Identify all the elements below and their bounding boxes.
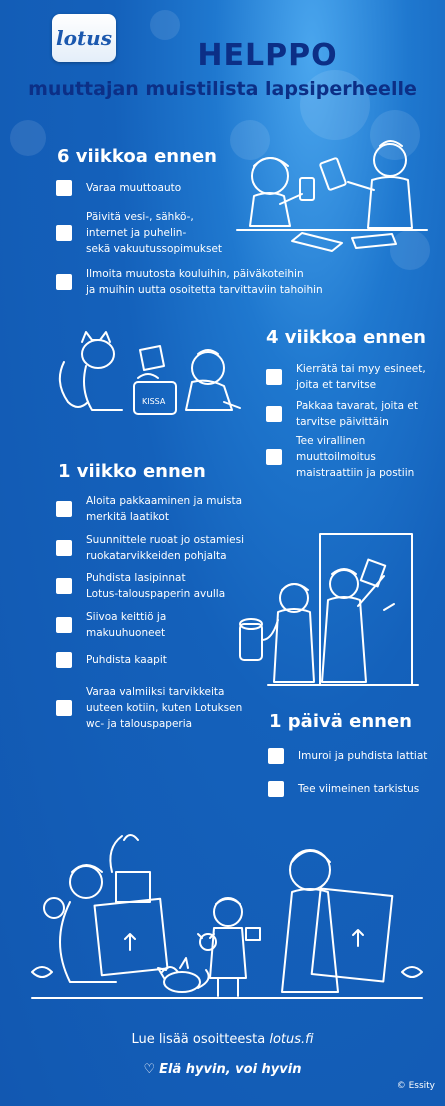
checklist-item[interactable] bbox=[266, 433, 414, 481]
page-subtitle: muuttajan muistilista lapsiperheelle bbox=[28, 78, 417, 100]
cleaning-window-illustration bbox=[232, 520, 422, 692]
slogan-text: Elä hyvin, voi hyvin bbox=[159, 1062, 302, 1077]
item-label: Aloita pakkaaminen ja muista merkitä laatikot bbox=[86, 495, 243, 523]
checkbox[interactable] bbox=[266, 449, 282, 465]
checklist-item[interactable] bbox=[56, 180, 181, 196]
checklist-item[interactable] bbox=[56, 266, 323, 298]
checklist-item[interactable] bbox=[56, 652, 167, 668]
checkbox[interactable] bbox=[56, 274, 72, 290]
checkbox[interactable] bbox=[56, 180, 72, 196]
checklist-item[interactable] bbox=[56, 684, 242, 732]
checklist-item[interactable] bbox=[56, 609, 166, 641]
item-label: Päivitä vesi-, sähkö-, internet ja puhelin- sekä vakuutussopimukset bbox=[86, 211, 223, 255]
checkbox[interactable] bbox=[266, 406, 282, 422]
family-moving-illustration bbox=[12, 822, 436, 1012]
item-label: Tee virallinen muuttoilmoitus maistraattiin ja postiin bbox=[296, 435, 415, 479]
section-heading-4-weeks: 4 viikkoa ennen bbox=[266, 327, 426, 348]
checkbox[interactable] bbox=[56, 617, 72, 633]
checkbox[interactable] bbox=[56, 501, 72, 517]
copyright: © Essity bbox=[396, 1081, 435, 1091]
slogan bbox=[0, 1062, 445, 1077]
item-label: Pakkaa tavarat, joita et tarvitse päivittäin bbox=[296, 400, 418, 428]
checkbox[interactable] bbox=[56, 700, 72, 716]
section-heading-1-day: 1 päivä ennen bbox=[269, 711, 412, 732]
footer-link-line bbox=[0, 1032, 445, 1047]
item-label: Suunnittele ruoat jo ostamiesi ruokatarvikkeiden pohjalta bbox=[86, 534, 245, 562]
checkbox[interactable] bbox=[56, 578, 72, 594]
checklist-item[interactable] bbox=[266, 398, 418, 430]
checklist-item[interactable] bbox=[266, 361, 426, 393]
checkbox[interactable] bbox=[56, 652, 72, 668]
lotus-link[interactable]: lotus.fi bbox=[269, 1032, 314, 1047]
checklist-item[interactable] bbox=[56, 570, 225, 602]
item-label: Puhdista lasipinnat Lotus-talouspaperin avulla bbox=[86, 572, 226, 600]
section-heading-1-week: 1 viikko ennen bbox=[58, 461, 206, 482]
checklist-item[interactable] bbox=[268, 748, 427, 764]
checkbox[interactable] bbox=[56, 225, 72, 241]
item-label: Puhdista kaapit bbox=[86, 654, 167, 666]
cat-baby-illustration bbox=[52, 322, 252, 422]
footer-prefix: Lue lisää osoitteesta bbox=[131, 1032, 270, 1047]
checkbox[interactable] bbox=[268, 781, 284, 797]
item-label: Siivoa keittiö ja makuuhuoneet bbox=[86, 611, 167, 639]
couple-phone-illustration bbox=[232, 138, 432, 256]
checkbox[interactable] bbox=[268, 748, 284, 764]
item-label: Tee viimeinen tarkistus bbox=[298, 783, 420, 795]
heart-icon: ♡ bbox=[143, 1062, 156, 1077]
checkbox[interactable] bbox=[266, 369, 282, 385]
item-label: Varaa valmiiksi tarvikkeita uuteen kotiin, kuten Lotuksen wc- ja talouspaperia bbox=[86, 686, 243, 730]
item-label: Ilmoita muutosta kouluihin, päiväkoteihin ja muihin uutta osoitetta tarvittaviin tahoihin bbox=[86, 268, 323, 296]
checkbox[interactable] bbox=[56, 540, 72, 556]
section-heading-6-weeks: 6 viikkoa ennen bbox=[57, 146, 217, 167]
kissa-box-label: KISSA bbox=[142, 397, 166, 406]
lotus-logo[interactable]: lotus bbox=[52, 14, 116, 62]
checklist-item[interactable] bbox=[56, 209, 222, 257]
item-label: Imuroi ja puhdista lattiat bbox=[298, 750, 428, 762]
checklist-item[interactable] bbox=[268, 781, 419, 797]
item-label: Varaa muuttoauto bbox=[86, 182, 182, 194]
checklist-item[interactable] bbox=[56, 532, 244, 564]
item-label: Kierrätä tai myy esineet, joita et tarvitse bbox=[296, 363, 426, 391]
checklist-item[interactable] bbox=[56, 493, 242, 525]
page-title: HELPPO bbox=[197, 38, 338, 73]
